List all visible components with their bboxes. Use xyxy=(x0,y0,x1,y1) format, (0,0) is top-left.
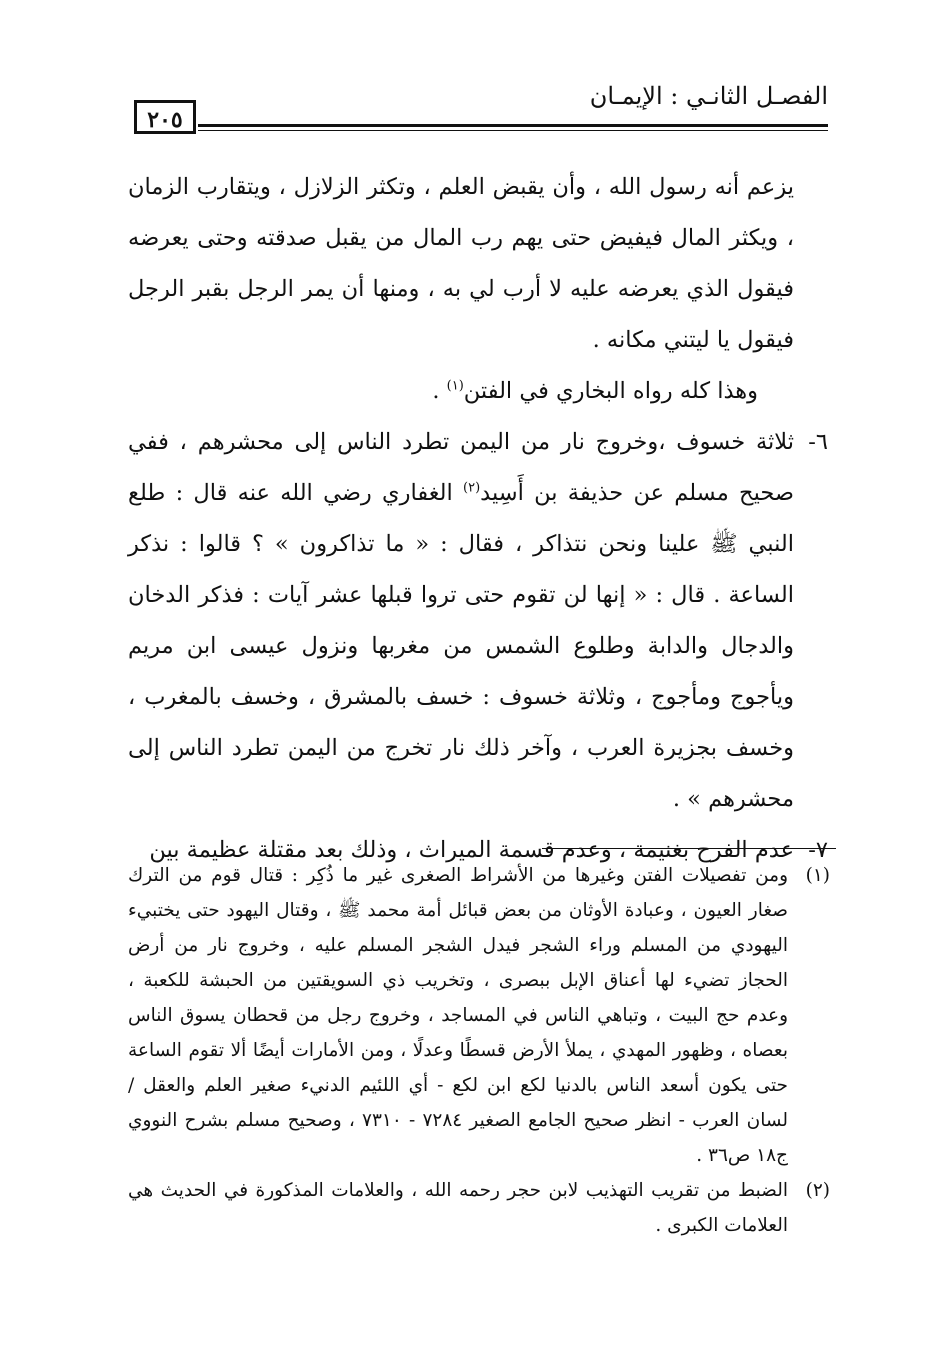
footnote-text: ومن تفصيلات الفتن وغيرها من الأشراط الصغرى غير ما ذُكِر : قتال قوم من الترك صغار العيون ، وعبادة الأوثان من بعض قبائل أمة محمد ﷺ ، وقتال اليهود حتى يختبيء اليهودي من المسلم وراء الشجر فيدل الشجر المسلم عليه ، وخروج نار من أرض الحجاز تضيء لها أعناق الإبل ببصرى ، وتخريب ذي السويقتين من الحبشة للكعبة ، وعدم حج البيت ، وتباهي الناس في المساجد ، وخروج رجل من قحطان يسوق الناس بعصاه ، وظهور المهدي ، يملأ الأرض قسطًا وعدلًا ، ومن الأمارات أيضًا ألا تقوم الساعة حتى يكون أسعد الناس بالدنيا لكع ابن لكع - أي اللئيم الدنيء صغير العلم والعقل / لسان العرب - انظر صحيح الجامع الصغير ٧٢٨٤ - ٧٣١٠ ، وصحيح مسلم بشرح النووي ج١٨ ص٣٦ . xyxy=(128,865,789,1166)
list-item-number: ٧- xyxy=(808,837,828,863)
list-item xyxy=(128,417,828,825)
page-header xyxy=(128,78,828,138)
list-item-text: الغفاري رضي الله عنه قال : طلع النبي ﷺ علينا ونحن نتذاكر ، فقال : « ما تذاكرون » ؟ قالوا : نذكر الساعة . قال : « إنها لن تقوم حتى تروا قبلها عشر آيات : فذكر الدخان والدجال والدابة وطلوع الشمس من مغربها ونزول عيسى ابن مريم ويأجوج ومأجوج ، وثلاثة خسوف : خسف بالمشرق ، وخسف بالمغرب ، وخسف بجزيرة العرب ، وآخر ذلك نار تخرج من اليمن تطرد الناس إلى محشرهم » . xyxy=(128,480,794,812)
list-item-number: ٦- xyxy=(808,429,828,455)
page-number: ٢٠٥ xyxy=(134,100,196,134)
footnote xyxy=(128,858,830,1173)
footnote-ref: (١) xyxy=(446,378,464,394)
footnotes xyxy=(128,858,830,1243)
header-rule xyxy=(198,124,828,131)
footnote xyxy=(128,1173,830,1243)
paragraph-end: . xyxy=(432,378,447,404)
list-item-text: عدم الفرح بغنيمة ، وعدم قسمة الميراث ، وذلك بعد مقتلة عظيمة بين xyxy=(149,837,794,863)
main-text xyxy=(128,162,828,876)
paragraph: يزعم أنه رسول الله ، وأن يقبض العلم ، وتكثر الزلازل ، ويتقارب الزمان ، ويكثر المال فيفيض حتى يهم رب المال من يقبل صدقته وحتى يعرضه فيقول الذي يعرضه عليه لا أرب لي به ، ومنها أن يمر الرجل بقبر الرجل فيقول يا ليتني مكانه . xyxy=(128,174,794,353)
footnote-number: (٢) xyxy=(805,1180,830,1201)
paragraph-text: وهذا كله رواه البخاري في الفتن xyxy=(463,378,758,404)
paragraph xyxy=(128,366,794,417)
footnote-text: الضبط من تقريب التهذيب لابن حجر رحمه الله ، والعلامات المذكورة في الحديث هي العلامات الكبرى . xyxy=(128,1180,788,1236)
list-item-text: ثلاثة خسوف ،وخروج نار من اليمن تطرد الناس إلى محشرهم ، ففي صحيح مسلم عن حذيفة بن أَسِيد xyxy=(128,429,795,506)
footnote-number: (١) xyxy=(805,865,830,886)
footnote-ref: (٢) xyxy=(463,480,481,496)
chapter-title: الفصـل الثانـي : الإيمـان xyxy=(589,82,828,110)
footnote-separator xyxy=(542,848,836,849)
